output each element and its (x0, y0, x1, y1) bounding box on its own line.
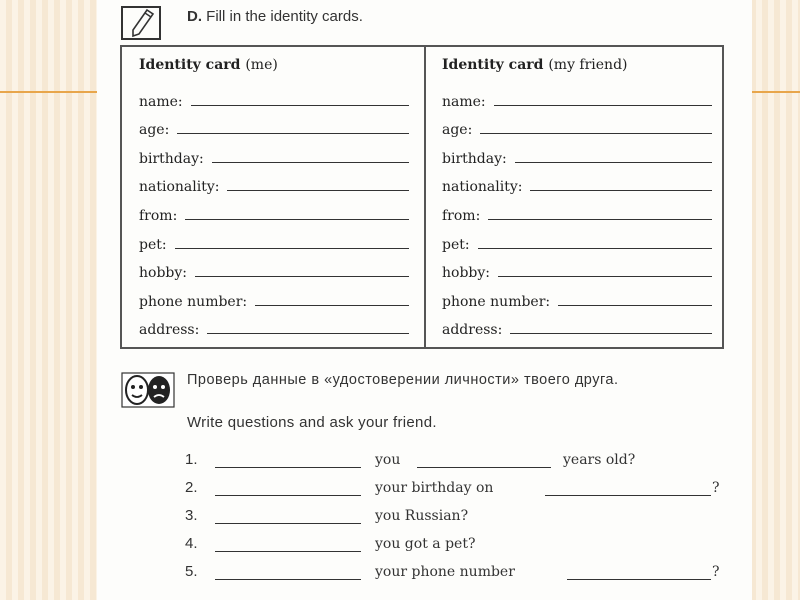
question-row (185, 448, 725, 472)
blank-line[interactable] (227, 190, 409, 191)
question-text: you Russian? (375, 508, 469, 524)
field-phone-number (442, 281, 712, 310)
field-label: address: (442, 322, 503, 339)
question-number: 4. (185, 535, 198, 552)
field-nationality (139, 167, 409, 196)
field-label: birthday: (139, 150, 204, 167)
field-phone-number (139, 281, 409, 310)
identity-cards-table (120, 45, 724, 349)
field-age (139, 110, 409, 139)
question-text: ? (712, 480, 720, 496)
question-number: 3. (185, 507, 198, 524)
field-label: from: (139, 207, 178, 224)
task-text: Fill in the identity cards. (206, 8, 363, 25)
field-label: name: (139, 93, 183, 110)
blank-line[interactable] (545, 495, 711, 496)
blank-line[interactable] (215, 467, 361, 468)
field-label: from: (442, 207, 481, 224)
field-label: pet: (139, 236, 167, 253)
blank-line[interactable] (255, 305, 409, 306)
blank-line[interactable] (215, 551, 361, 552)
field-birthday (442, 138, 712, 167)
blank-line[interactable] (215, 579, 361, 580)
instruction-english: Write questions and ask your friend. (187, 414, 437, 431)
task-title (187, 8, 363, 25)
card-title-text: Identity card (442, 57, 544, 73)
field-address (139, 310, 409, 339)
field-label: pet: (442, 236, 470, 253)
field-from (139, 195, 409, 224)
blank-line[interactable] (498, 276, 712, 277)
question-text: you got a pet? (375, 536, 476, 552)
question-row (185, 504, 725, 528)
field-pet (442, 224, 712, 253)
field-label: age: (139, 122, 170, 139)
blank-line[interactable] (417, 467, 551, 468)
blank-line[interactable] (478, 248, 712, 249)
pair-work-instructions (121, 370, 741, 440)
question-text: your birthday on (375, 480, 494, 496)
card-divider (424, 47, 426, 347)
blank-line[interactable] (175, 248, 409, 249)
field-birthday (139, 138, 409, 167)
identity-card-friend (442, 57, 712, 338)
task-letter: D. (187, 8, 202, 25)
worksheet-page (97, 0, 752, 600)
question-row (185, 560, 725, 584)
blank-line[interactable] (212, 162, 409, 163)
card-title-text: Identity card (139, 57, 241, 73)
question-number: 5. (185, 563, 198, 580)
pair-work-icon (121, 372, 175, 408)
field-nationality (442, 167, 712, 196)
card-title (442, 57, 712, 81)
field-label: nationality: (442, 179, 523, 196)
field-label: address: (139, 322, 200, 339)
field-label: phone number: (442, 293, 551, 310)
blank-line[interactable] (480, 133, 712, 134)
pencil-icon (121, 6, 161, 40)
blank-line[interactable] (207, 333, 409, 334)
field-hobby (139, 253, 409, 282)
blank-line[interactable] (215, 523, 361, 524)
instruction-russian: Проверь данные в «удостоверении личности» твоего друга. (187, 372, 619, 388)
task-header (121, 6, 741, 42)
blank-line[interactable] (567, 579, 711, 580)
field-age (442, 110, 712, 139)
blank-line[interactable] (185, 219, 409, 220)
question-number: 1. (185, 451, 198, 468)
identity-card-me (139, 57, 409, 338)
field-label: name: (442, 93, 486, 110)
field-label: nationality: (139, 179, 220, 196)
question-row (185, 476, 725, 500)
question-number: 2. (185, 479, 198, 496)
question-text: years old? (563, 452, 636, 468)
field-name (139, 81, 409, 110)
question-row (185, 532, 725, 556)
blank-line[interactable] (510, 333, 712, 334)
field-hobby (442, 253, 712, 282)
blank-line[interactable] (558, 305, 712, 306)
blank-line[interactable] (494, 105, 712, 106)
field-pet (139, 224, 409, 253)
blank-line[interactable] (515, 162, 712, 163)
blank-line[interactable] (530, 190, 712, 191)
blank-line[interactable] (177, 133, 409, 134)
field-label: hobby: (442, 265, 490, 282)
question-text: ? (712, 564, 720, 580)
card-title-suffix: (me) (245, 57, 278, 73)
field-label: age: (442, 122, 473, 139)
question-text: you (375, 452, 401, 468)
card-title-suffix: (my friend) (548, 57, 628, 73)
blank-line[interactable] (488, 219, 712, 220)
card-title (139, 57, 409, 81)
field-label: phone number: (139, 293, 248, 310)
question-text: your phone number (375, 564, 515, 580)
field-address (442, 310, 712, 339)
blank-line[interactable] (215, 495, 361, 496)
blank-line[interactable] (191, 105, 409, 106)
field-name (442, 81, 712, 110)
field-label: hobby: (139, 265, 187, 282)
field-from (442, 195, 712, 224)
field-label: birthday: (442, 150, 507, 167)
blank-line[interactable] (195, 276, 409, 277)
